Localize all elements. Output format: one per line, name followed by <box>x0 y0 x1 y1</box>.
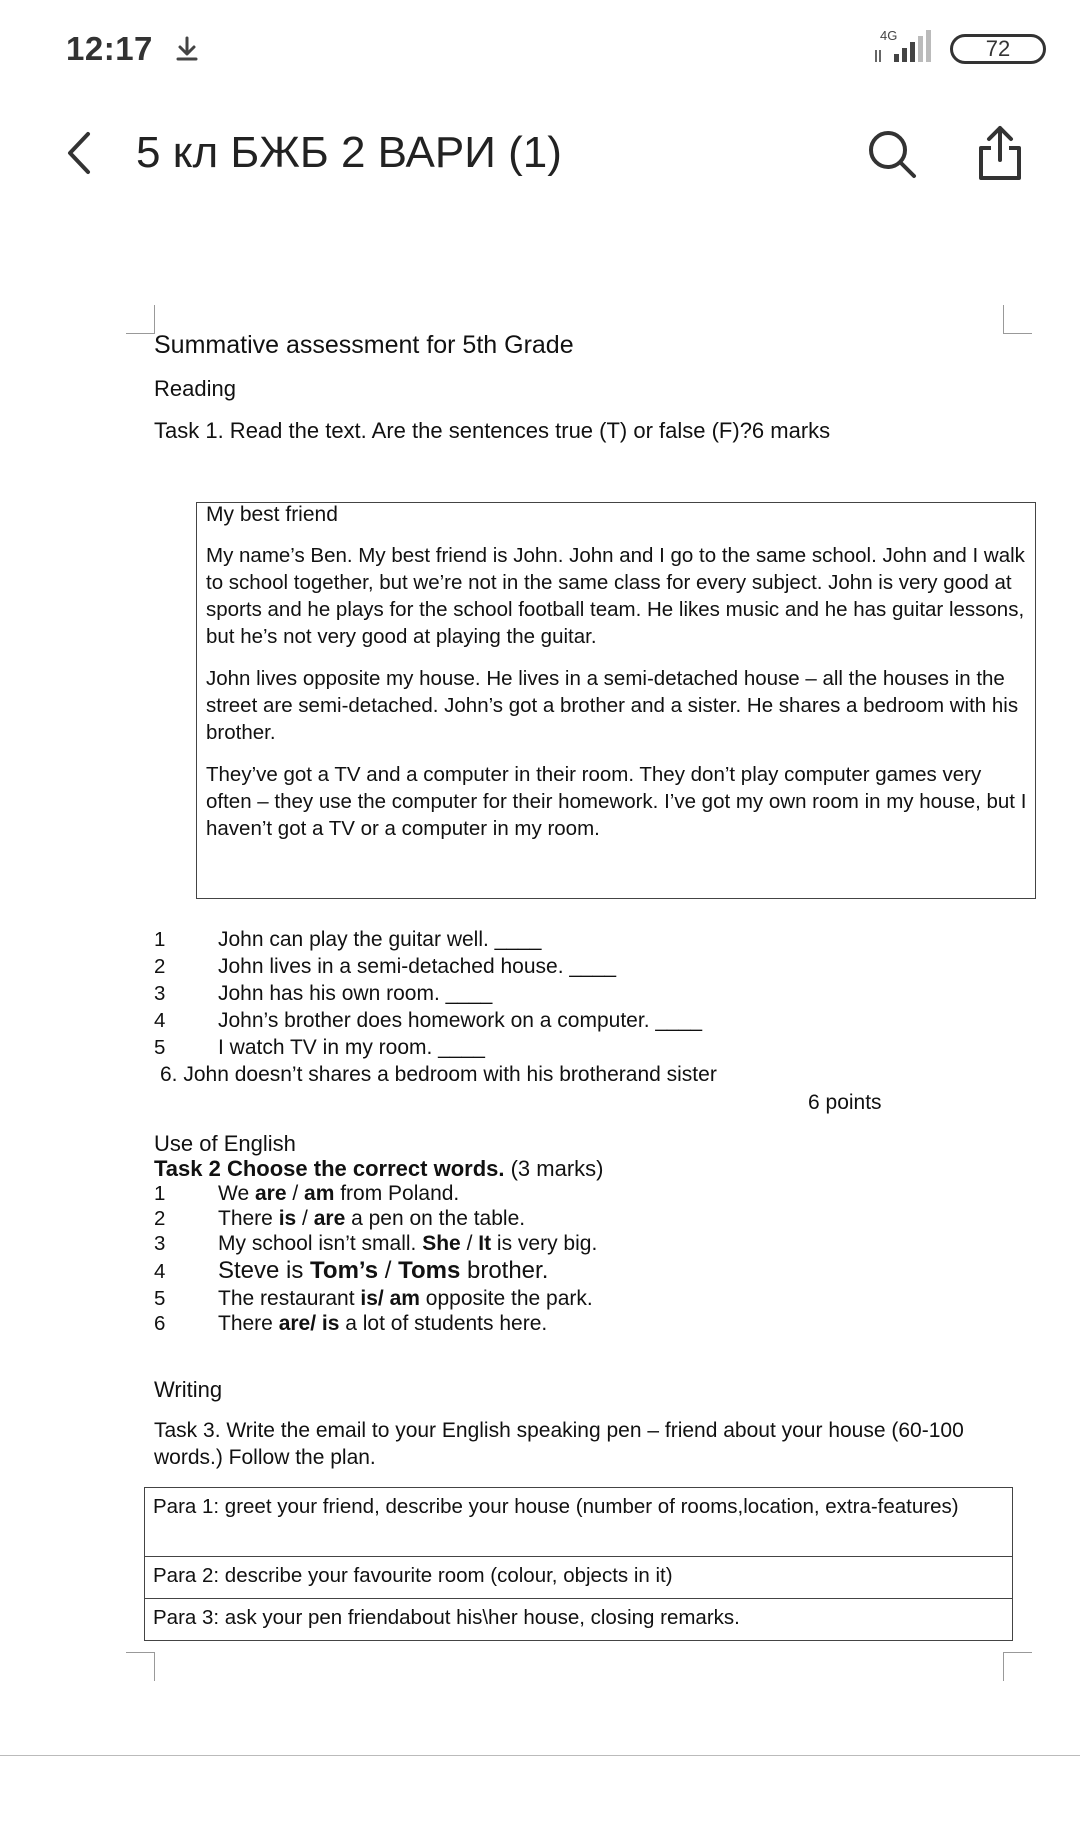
story-paragraph: They’ve got a TV and a computer in their room. They don’t play computer games very often – they use the computer for their homework. I’ve got my own room in my house, but I haven’t got a TV or a computer in my room. <box>206 763 1027 840</box>
signal-icon <box>872 28 934 64</box>
download-icon <box>172 34 202 64</box>
statement-text: John lives in a semi-detached house. ____ <box>218 955 617 978</box>
task2-instruction <box>154 1156 603 1182</box>
page-corner-mark <box>126 1652 155 1681</box>
page-corner-mark <box>126 305 155 334</box>
statement-text: I watch TV in my room. ____ <box>218 1036 485 1059</box>
doc-heading: Summative assessment for 5th Grade <box>154 331 574 359</box>
statement-6: 6. John doesn’t shares a bedroom with his brotherand sister <box>160 1063 717 1086</box>
statement-number: 3 <box>154 982 166 1005</box>
choice-number: 1 <box>154 1182 166 1205</box>
story-title: My best friend <box>206 503 338 526</box>
choice-number: 2 <box>154 1207 166 1230</box>
bottom-divider <box>0 1755 1080 1756</box>
battery-icon: 72 <box>950 34 1046 64</box>
section-reading: Reading <box>154 376 236 401</box>
task2-marks: (3 marks) <box>504 1156 604 1181</box>
statement-text: John has his own room. ____ <box>218 982 493 1005</box>
statement-number: 1 <box>154 928 166 951</box>
section-writing: Writing <box>154 1377 223 1402</box>
story-paragraph: My name’s Ben. My best friend is John. John and I go to the same school. John and I walk to school together, but we’re not in the same class for every subject. John is very good at sports and he plays for the school football team. He likes music and he has guitar lessons, but he’s not very good at playing the guitar. <box>206 544 1025 648</box>
plan-row: Para 1: greet your friend, describe your house (number of rooms,location, extra-features) <box>144 1487 1013 1557</box>
status-time: 12:17 <box>66 30 153 67</box>
section-use-of-english: Use of English <box>154 1131 296 1156</box>
plan-row: Para 2: describe your favourite room (colour, objects in it) <box>144 1556 1013 1599</box>
choice-sentence: My school isn’t small. She / It is very big. <box>218 1232 598 1255</box>
statement-text: John’s brother does homework on a computer. ____ <box>218 1009 703 1032</box>
page-corner-mark <box>1003 305 1032 334</box>
task1-instruction: Task 1. Read the text. Are the sentences true (T) or false (F)?6 marks <box>154 418 831 443</box>
choice-sentence: The restaurant is/ am opposite the park. <box>218 1287 593 1310</box>
choice-number: 6 <box>154 1312 166 1335</box>
statement-number: 5 <box>154 1036 166 1059</box>
back-arrow-icon[interactable] <box>64 130 94 176</box>
choice-number: 5 <box>154 1287 166 1310</box>
statement-number: 2 <box>154 955 166 978</box>
share-icon[interactable] <box>975 124 1025 182</box>
story-paragraph: John lives opposite my house. He lives in a semi-detached house – all the houses in the street are semi-detached. John’s got a brother and a sister. He shares a bedroom with his brother. <box>206 667 1019 744</box>
choice-sentence: We are / am from Poland. <box>218 1182 460 1205</box>
page-corner-mark <box>1003 1652 1032 1681</box>
search-icon[interactable] <box>866 128 918 180</box>
statement-text: John can play the guitar well. ____ <box>218 928 542 951</box>
choice-number: 4 <box>154 1260 166 1283</box>
choice-sentence: There is / are a pen on the table. <box>218 1207 526 1230</box>
task3-instruction-line2: words.) Follow the plan. <box>154 1446 376 1469</box>
document-title: 5 кл БЖБ 2 ВАРИ (1) <box>136 128 562 177</box>
plan-row: Para 3: ask your pen friendabout his\her house, closing remarks. <box>144 1598 1013 1641</box>
choice-sentence: There are/ is a lot of students here. <box>218 1312 548 1335</box>
statement-number: 4 <box>154 1009 166 1032</box>
choice-number: 3 <box>154 1232 166 1255</box>
points-label: 6 points <box>808 1091 882 1114</box>
task3-instruction-line1: Task 3. Write the email to your English speaking pen – friend about your house (60-100 <box>154 1419 964 1442</box>
choice-sentence: Steve is Tom’s / Toms brother. <box>218 1257 549 1284</box>
network-type-label: 4G <box>880 28 898 43</box>
task2-bold: Task 2 Choose the correct words. <box>154 1156 505 1181</box>
